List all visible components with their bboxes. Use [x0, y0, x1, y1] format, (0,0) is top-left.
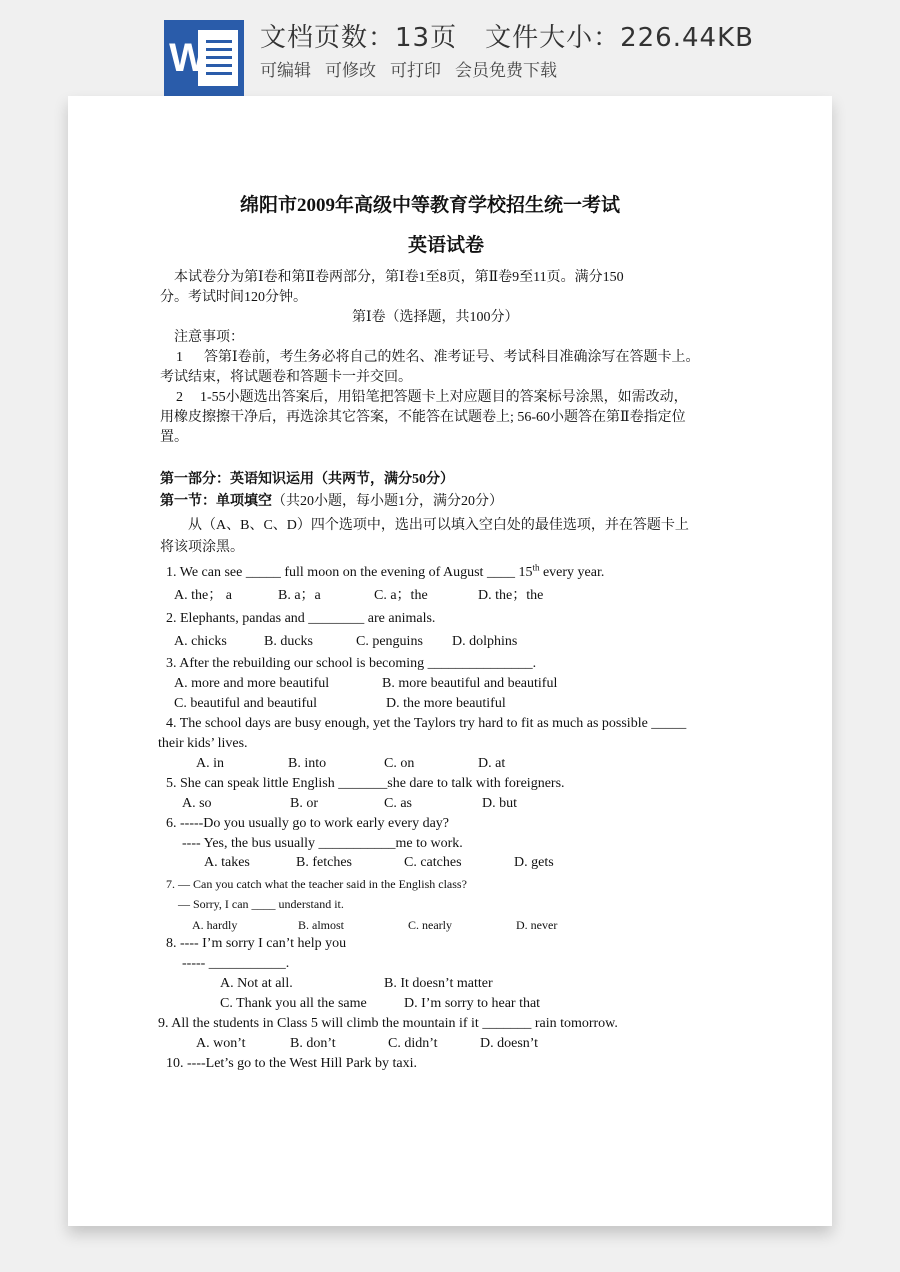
- question-7-line-1: 7. — Can you catch what the teacher said in the English class?: [166, 877, 467, 891]
- notes-heading: 注意事项：: [174, 330, 244, 345]
- q9-option-b: B. don’t: [290, 1036, 336, 1051]
- intro-line-1: 本试卷分为第Ⅰ卷和第Ⅱ卷两部分，第Ⅰ卷1至8页，第Ⅱ卷9至11页。满分150: [174, 270, 624, 285]
- question-9: 9. All the students in Class 5 will climb the mountain if it _______ rain tomorrow.: [158, 1016, 618, 1031]
- note-1-line-2: 考试结束，将试题卷和答题卡一并交回。: [160, 370, 412, 385]
- note-2-number: 2: [176, 390, 183, 405]
- question-6-line-1: 6. -----Do you usually go to work early every day?: [166, 816, 450, 831]
- section-one-heading: [160, 492, 503, 512]
- q6-option-b: B. fetches: [296, 855, 352, 870]
- download-banner: [0, 0, 900, 96]
- note-1-line-1: 答第Ⅰ卷前，考生务必将自己的姓名、准考证号、考试科目准确涂写在答题卡上。: [204, 350, 700, 365]
- q2-option-c: C. penguins: [356, 634, 423, 649]
- q4-option-c: C. on: [384, 756, 415, 771]
- q2-option-d: D. dolphins: [452, 634, 518, 649]
- question-2: 2. Elephants, pandas and ________ are animals.: [166, 611, 436, 626]
- volume-one-heading: 第Ⅰ卷（选择题，共100分）: [352, 310, 519, 325]
- q5-option-c: C. as: [384, 796, 412, 811]
- feature-editable: 可编辑: [260, 61, 311, 81]
- question-4-line-2: their kids’ lives.: [158, 736, 248, 751]
- word-document-icon: [164, 20, 244, 96]
- feature-list: [260, 56, 571, 81]
- q6-option-a: A. takes: [204, 855, 250, 870]
- note-1-number: 1: [176, 350, 183, 365]
- note-2-line-3: 置。: [160, 430, 188, 445]
- instruction-line-2: 将该项涂黑。: [160, 540, 244, 555]
- part-one-heading: 第一部分：英语知识运用（共两节，满分50分）: [160, 472, 454, 487]
- q4-option-b: B. into: [288, 756, 327, 771]
- q3-option-c: C. beautiful and beautiful: [174, 696, 318, 711]
- q1-option-b: B. a；a: [278, 588, 321, 603]
- q1-option-d: D. the；the: [478, 588, 544, 603]
- question-7-line-2: — Sorry, I can ____ understand it.: [178, 897, 344, 911]
- feature-modifiable: 可修改: [325, 61, 376, 81]
- q8-option-d: D. I’m sorry to hear that: [404, 996, 541, 1011]
- q8-option-a: A. Not at all.: [220, 976, 293, 991]
- question-1-superscript: th: [532, 562, 540, 573]
- q3-option-d: D. the more beautiful: [386, 696, 506, 711]
- q1-option-a: A. the； a: [174, 588, 232, 603]
- document-info: [260, 17, 782, 54]
- page-count: 文档页数：13页: [260, 23, 458, 53]
- q9-option-c: C. didn’t: [388, 1036, 438, 1051]
- exam-subject: 英语试卷: [408, 235, 485, 256]
- question-1: [166, 563, 604, 583]
- intro-line-2: 分。考试时间120分钟。: [160, 290, 307, 305]
- question-6-line-2: ---- Yes, the bus usually ___________me to work.: [182, 836, 463, 851]
- q8-option-c: C. Thank you all the same: [220, 996, 367, 1011]
- instruction-line-1: 从（A、B、C、D）四个选项中，选出可以填入空白处的最佳选项，并在答题卡上: [188, 518, 689, 533]
- question-3: 3. After the rebuilding our school is becoming _______________.: [166, 656, 537, 671]
- q3-option-b: B. more beautiful and beautiful: [382, 676, 558, 691]
- q7-option-b: B. almost: [298, 918, 345, 932]
- q1-option-c: C. a；the: [374, 588, 428, 603]
- q2-option-a: A. chicks: [174, 634, 227, 649]
- q2-option-b: B. ducks: [264, 634, 313, 649]
- feature-member-download: 会员免费下载: [455, 61, 557, 81]
- question-1-stem: 1. We can see _____ full moon on the evening of August ____ 15: [166, 565, 533, 580]
- q3-option-a: A. more and more beautiful: [174, 676, 330, 691]
- feature-printable: 可打印: [390, 61, 441, 81]
- question-8-line-2: ----- ___________.: [182, 956, 290, 971]
- note-2-line-2: 用橡皮擦擦干净后，再选涂其它答案，不能答在试题卷上; 56-60小题答在第Ⅱ卷指定位: [160, 410, 686, 425]
- note-2-line-1: 1-55小题选出答案后，用铅笔把答题卡上对应题目的答案标号涂黑，如需改动，: [200, 390, 688, 405]
- section-one-title: 第一节：单项填空: [160, 494, 272, 509]
- question-10: 10. ----Let’s go to the West Hill Park by taxi.: [166, 1056, 417, 1071]
- q7-option-a: A. hardly: [192, 918, 238, 932]
- q5-option-b: B. or: [290, 796, 318, 811]
- question-5: 5. She can speak little English _______she dare to talk with foreigners.: [166, 776, 565, 791]
- q7-option-d: D. never: [516, 918, 558, 932]
- q6-option-c: C. catches: [404, 855, 462, 870]
- question-1-stem-end: every year.: [539, 565, 605, 580]
- q8-option-b: B. It doesn’t matter: [384, 976, 493, 991]
- section-one-detail: （共20小题，每小题1分，满分20分）: [272, 494, 503, 509]
- word-icon-letter: W: [169, 36, 207, 80]
- q9-option-d: D. doesn’t: [480, 1036, 539, 1051]
- q5-option-d: D. but: [482, 796, 517, 811]
- q5-option-a: A. so: [182, 796, 212, 811]
- question-8-line-1: 8. ---- I’m sorry I can’t help you: [166, 936, 347, 951]
- q4-option-d: D. at: [478, 756, 506, 771]
- file-size: 文件大小：226.44KB: [485, 23, 754, 53]
- exam-title: 绵阳市2009年高级中等教育学校招生统一考试: [240, 195, 621, 216]
- q9-option-a: A. won’t: [196, 1036, 246, 1051]
- question-4-line-1: 4. The school days are busy enough, yet the Taylors try hard to fit as much as possible _____: [166, 716, 687, 731]
- q6-option-d: D. gets: [514, 855, 554, 870]
- q7-option-c: C. nearly: [408, 918, 452, 932]
- q4-option-a: A. in: [196, 756, 224, 771]
